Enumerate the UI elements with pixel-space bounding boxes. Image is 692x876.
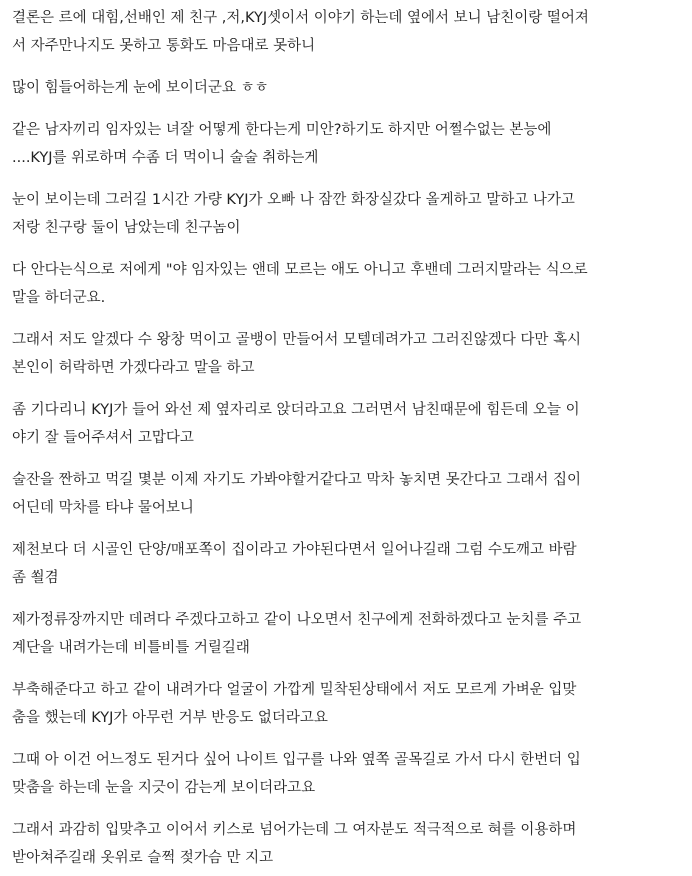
paragraph-line: 제가정류장까지만 데려다 주겠다고하고 같이 나오면서 친구에게 전화하겠다고 눈치를 주고 [12, 612, 582, 628]
paragraph-line: 받아쳐주길래 옷위로 슬쩍 젖가슴 만 지고 [12, 850, 274, 866]
paragraph-line: 부축해준다고 하고 같이 내려가다 얼굴이 가깝게 밀착된상태에서 저도 모르게 가벼운 입맞 [12, 682, 577, 698]
paragraph-line: 눈이 보이는데 그러길 1시간 가량 KYJ가 오빠 나 잠깐 화장실갔다 올게하고 말하고 나가고 [12, 192, 575, 208]
paragraph-line: ....KYJ를 위로하며 수좀 더 먹이니 술술 취하는게 [12, 150, 319, 166]
paragraph-2 [12, 74, 684, 102]
paragraph-line: 그래서 과감히 입맞추고 이어서 키스로 넘어가는데 그 여자분도 적극적으로 혀를 이용하며 [12, 822, 577, 838]
paragraph-5 [12, 256, 684, 312]
paragraph-10 [12, 606, 684, 662]
paragraph-line: 계단을 내려가는데 비틀비틀 거릴길래 [12, 640, 250, 656]
paragraph-line: 어딘데 막차를 타냐 물어보니 [12, 500, 194, 516]
paragraph-12 [12, 746, 684, 802]
paragraph-line: 말을 하더군요. [12, 290, 106, 306]
paragraph-line: 같은 남자끼리 임자있는 녀잘 어떻게 한다는게 미안?하기도 하지만 어쩔수없는 본능에 [12, 122, 552, 138]
paragraph-4 [12, 186, 684, 242]
paragraph-line: 춤을 했는데 KYJ가 아무런 거부 반응도 없더라고요 [12, 710, 328, 726]
paragraph-line: 맞춤을 하는데 눈을 지긋이 감는게 보이더라고요 [12, 780, 316, 796]
paragraph-7 [12, 396, 684, 452]
paragraph-line: 술잔을 짠하고 먹길 몇분 이제 자기도 가봐야할거같다고 막차 놓치면 못간다고 그래서 집이 [12, 472, 581, 488]
paragraph-line: 많이 힘들어하는게 눈에 보이더군요 ㅎㅎ [12, 80, 269, 96]
paragraph-line: 야기 잘 들어주셔서 고맙다고 [12, 430, 194, 446]
paragraph-13 [12, 816, 684, 872]
paragraph-line: 그래서 저도 알겠다 수 왕창 먹이고 골뱅이 만들어서 모텔데려가고 그러진않겠다 다만 혹시 [12, 332, 581, 348]
paragraph-3 [12, 116, 684, 172]
paragraph-6 [12, 326, 684, 382]
paragraph-8 [12, 466, 684, 522]
paragraph-line: 제천보다 더 시골인 단양/매포쪽이 집이라고 가야된다면서 일어나길래 그럼 수도깨고 바람 [12, 542, 577, 558]
paragraph-line: 좀 쐴겸 [12, 570, 59, 586]
paragraph-line: 저랑 친구랑 둘이 남았는데 친구놈이 [12, 220, 241, 236]
paragraph-line: 서 자주만나지도 못하고 통화도 마음대로 못하니 [12, 38, 316, 54]
paragraph-line: 그때 아 이건 어느정도 된거다 싶어 나이트 입구를 나와 옆쪽 골목길로 가서 다시 한번더 입 [12, 752, 581, 768]
paragraph-9 [12, 536, 684, 592]
paragraph-line: 좀 기다리니 KYJ가 들어 와선 제 옆자리로 앉더라고요 그러면서 남친때문에 힘든데 오늘 이 [12, 402, 580, 418]
paragraph-line: 본인이 허락하면 가겠다라고 말을 하고 [12, 360, 255, 376]
paragraph-line: 결론은 르에 대힘,선배인 제 친구 ,저,KYJ셋이서 이야기 하는데 옆에서 보니 남친이랑 떨어져 [12, 10, 589, 26]
paragraph-11 [12, 676, 684, 732]
paragraph-line: 다 안다는식으로 저에게 "야 임자있는 앤데 모르는 애도 아니고 후밴데 그러지말라는 식으로 [12, 262, 588, 278]
paragraph-1 [12, 4, 684, 60]
